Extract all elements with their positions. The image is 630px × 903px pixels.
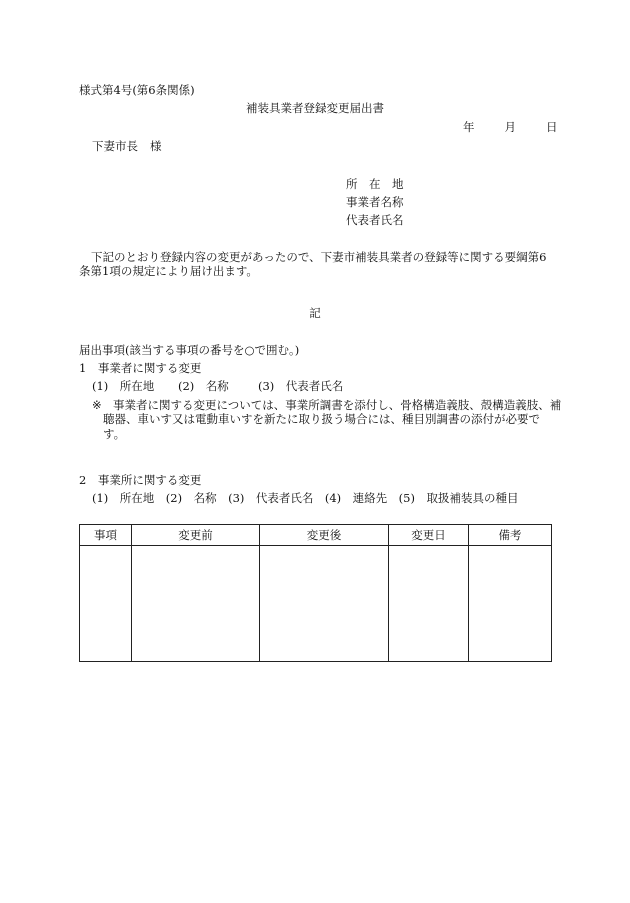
section1-options [92, 379, 343, 393]
cell-after[interactable] [260, 546, 389, 662]
section1-option-1: (1) 所在地 [92, 379, 155, 393]
document-title: 補装具業者登録変更届出書 [246, 101, 384, 115]
note-text: 事業者に関する変更については、事業所調書を添付し、骨格構造義肢、殻構造義肢、補聴器、車いす又は電動車いすを新たに取り扱う場合には、種目別調書の添付が必要です。 [103, 398, 562, 441]
change-table [79, 524, 552, 662]
addressee-name: 下妻市長 [92, 139, 138, 153]
date-line [463, 120, 560, 134]
section1-note [92, 398, 562, 441]
header-after: 変更後 [260, 525, 389, 546]
section1-title: 1 事業者に関する変更 [79, 361, 202, 375]
applicant-block [346, 177, 404, 231]
items-heading: 届出事項(該当する事項の番号を○で囲む。) [79, 343, 300, 357]
body-text: 下記のとおり登録内容の変更があったので、下妻市補装具業者の登録等に関する要綱第6条第1項の規定により届け出ます。 [79, 250, 547, 279]
header-change-date: 変更日 [389, 525, 469, 546]
date-year-label: 年 [463, 120, 475, 134]
addressee [92, 139, 162, 153]
date-day-label: 日 [546, 120, 558, 134]
cell-before[interactable] [132, 546, 260, 662]
header-remarks: 備考 [469, 525, 552, 546]
cell-change-date[interactable] [389, 546, 469, 662]
header-before: 変更前 [132, 525, 260, 546]
section1-option-3: (3) 代表者氏名 [258, 379, 344, 393]
section2-options: (1) 所在地 (2) 名称 (3) 代表者氏名 (4) 連絡先 (5) 取扱補装具の種目 [92, 491, 519, 505]
applicant-business-name-label: 事業者名称 [346, 195, 404, 209]
cell-remarks[interactable] [469, 546, 552, 662]
body-paragraph [79, 250, 555, 279]
section1-option-2: (2) 名称 [178, 379, 229, 393]
table-header-row [80, 525, 552, 546]
addressee-honorific: 様 [150, 139, 162, 153]
header-item: 事項 [80, 525, 132, 546]
applicant-representative-label: 代表者氏名 [346, 213, 404, 227]
date-month-label: 月 [504, 120, 516, 134]
table-row [80, 546, 552, 662]
section2-title: 2 事業所に関する変更 [79, 473, 202, 487]
ki-heading: 記 [309, 306, 321, 320]
note-mark: ※ [92, 398, 102, 412]
form-number: 様式第4号(第6条関係) [79, 83, 195, 97]
cell-item[interactable] [80, 546, 132, 662]
applicant-address-label: 所 在 地 [346, 177, 404, 191]
